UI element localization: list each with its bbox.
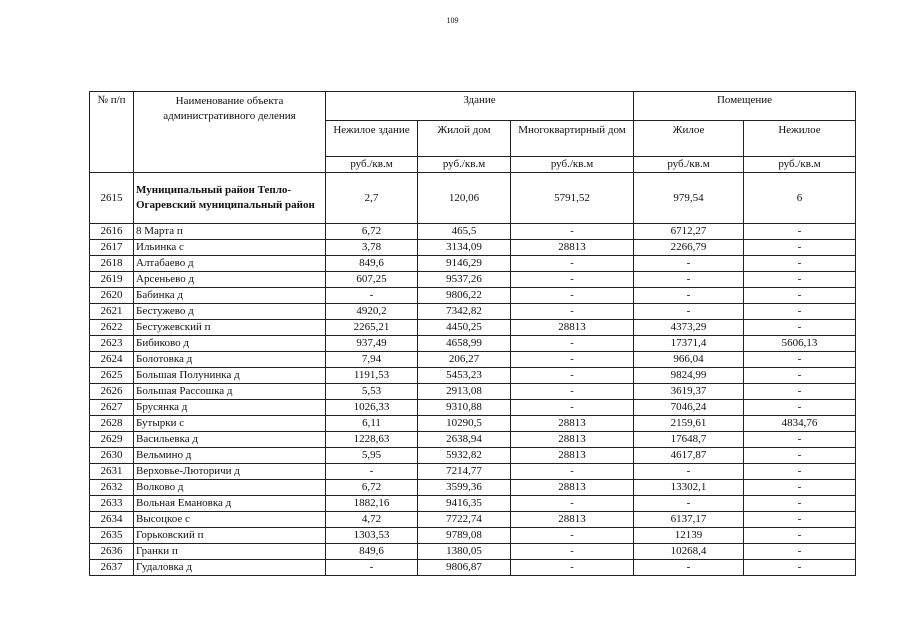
value-cell: 2638,94 bbox=[418, 432, 511, 448]
row-number: 2631 bbox=[90, 464, 134, 480]
value-cell: 1191,53 bbox=[326, 368, 418, 384]
value-cell: 849,6 bbox=[326, 544, 418, 560]
value-cell: 465,5 bbox=[418, 224, 511, 240]
settlement-name: Бестужево д bbox=[134, 304, 326, 320]
settlement-name: Алтабаево д bbox=[134, 256, 326, 272]
value-cell: - bbox=[744, 368, 856, 384]
row-number: 2615 bbox=[90, 173, 134, 224]
value-cell: - bbox=[511, 544, 634, 560]
value-cell: - bbox=[744, 400, 856, 416]
header-premises: Помещение bbox=[634, 92, 856, 121]
settlement-name: Высоцкое с bbox=[134, 512, 326, 528]
settlement-name: Гранки п bbox=[134, 544, 326, 560]
value-cell: - bbox=[511, 336, 634, 352]
value-cell: 2159,61 bbox=[634, 416, 744, 432]
value-cell: - bbox=[744, 240, 856, 256]
value-cell: 6,72 bbox=[326, 224, 418, 240]
settlement-name: Вольная Емановка д bbox=[134, 496, 326, 512]
value-cell: - bbox=[511, 368, 634, 384]
value-cell: 1303,53 bbox=[326, 528, 418, 544]
value-cell: - bbox=[634, 288, 744, 304]
value-cell: - bbox=[744, 304, 856, 320]
table-row bbox=[90, 336, 856, 352]
value-cell: 1380,05 bbox=[418, 544, 511, 560]
value-cell: 28813 bbox=[511, 320, 634, 336]
value-cell: 1026,33 bbox=[326, 400, 418, 416]
page-number: 109 bbox=[446, 16, 459, 25]
value-cell: 4658,99 bbox=[418, 336, 511, 352]
value-cell: 849,6 bbox=[326, 256, 418, 272]
value-cell: 9806,87 bbox=[418, 560, 511, 576]
value-cell: - bbox=[511, 288, 634, 304]
table-row bbox=[90, 352, 856, 368]
value-cell: 12139 bbox=[634, 528, 744, 544]
value-cell: - bbox=[326, 560, 418, 576]
table-row bbox=[90, 416, 856, 432]
value-cell: 120,06 bbox=[418, 173, 511, 224]
value-cell: 10290,5 bbox=[418, 416, 511, 432]
header-row-groups bbox=[90, 92, 856, 121]
settlement-name: Бабинка д bbox=[134, 288, 326, 304]
settlement-name: Арсеньево д bbox=[134, 272, 326, 288]
header-nonresidential-building: Нежилое здание bbox=[326, 121, 418, 157]
unit-label: руб./кв.м bbox=[418, 157, 511, 173]
value-cell: - bbox=[634, 560, 744, 576]
value-cell: 5606,13 bbox=[744, 336, 856, 352]
row-number: 2620 bbox=[90, 288, 134, 304]
cadastral-value-table bbox=[89, 91, 856, 576]
value-cell: - bbox=[634, 304, 744, 320]
value-cell: 3619,37 bbox=[634, 384, 744, 400]
header-residential-house: Жилой дом bbox=[418, 121, 511, 157]
header-nonresidential-premises: Нежилое bbox=[744, 121, 856, 157]
row-number: 2616 bbox=[90, 224, 134, 240]
value-cell: 6 bbox=[744, 173, 856, 224]
value-cell: 1228,63 bbox=[326, 432, 418, 448]
value-cell: 7722,74 bbox=[418, 512, 511, 528]
value-cell: - bbox=[511, 352, 634, 368]
value-cell: - bbox=[511, 272, 634, 288]
value-cell: 9824,99 bbox=[634, 368, 744, 384]
value-cell: 4,72 bbox=[326, 512, 418, 528]
value-cell: 3599,36 bbox=[418, 480, 511, 496]
table-row bbox=[90, 528, 856, 544]
row-number: 2629 bbox=[90, 432, 134, 448]
table-row bbox=[90, 272, 856, 288]
value-cell: - bbox=[511, 400, 634, 416]
value-cell: 5932,82 bbox=[418, 448, 511, 464]
value-cell: - bbox=[511, 384, 634, 400]
value-cell: 1882,16 bbox=[326, 496, 418, 512]
settlement-name: Большая Полунинка д bbox=[134, 368, 326, 384]
table-row bbox=[90, 256, 856, 272]
unit-label: руб./кв.м bbox=[634, 157, 744, 173]
value-cell: - bbox=[634, 464, 744, 480]
value-cell: 17371,4 bbox=[634, 336, 744, 352]
value-cell: 28813 bbox=[511, 480, 634, 496]
value-cell: 2913,08 bbox=[418, 384, 511, 400]
table-row bbox=[90, 432, 856, 448]
value-cell: 6,72 bbox=[326, 480, 418, 496]
municipality-row bbox=[90, 173, 856, 224]
row-number: 2617 bbox=[90, 240, 134, 256]
value-cell: - bbox=[744, 432, 856, 448]
table-row bbox=[90, 384, 856, 400]
value-cell: - bbox=[511, 224, 634, 240]
value-cell: 966,04 bbox=[634, 352, 744, 368]
value-cell: 28813 bbox=[511, 416, 634, 432]
table-row bbox=[90, 464, 856, 480]
value-cell: - bbox=[634, 256, 744, 272]
table-row bbox=[90, 512, 856, 528]
value-cell: 6,11 bbox=[326, 416, 418, 432]
row-number: 2636 bbox=[90, 544, 134, 560]
value-cell: 206,27 bbox=[418, 352, 511, 368]
value-cell: - bbox=[744, 384, 856, 400]
row-number: 2623 bbox=[90, 336, 134, 352]
value-cell: - bbox=[744, 480, 856, 496]
settlement-name: Ильинка с bbox=[134, 240, 326, 256]
row-number: 2628 bbox=[90, 416, 134, 432]
row-number: 2622 bbox=[90, 320, 134, 336]
settlement-name: Бутырки с bbox=[134, 416, 326, 432]
row-number: 2627 bbox=[90, 400, 134, 416]
value-cell: - bbox=[511, 256, 634, 272]
row-number: 2637 bbox=[90, 560, 134, 576]
settlement-name: Бибиково д bbox=[134, 336, 326, 352]
settlement-name: Вельмино д bbox=[134, 448, 326, 464]
value-cell: 28813 bbox=[511, 512, 634, 528]
unit-label: руб./кв.м bbox=[326, 157, 418, 173]
table-row bbox=[90, 288, 856, 304]
value-cell: 937,49 bbox=[326, 336, 418, 352]
value-cell: - bbox=[511, 528, 634, 544]
value-cell: - bbox=[744, 224, 856, 240]
header-name: Наименование объекта административного деления bbox=[134, 92, 326, 173]
value-cell: - bbox=[634, 272, 744, 288]
table-row bbox=[90, 240, 856, 256]
value-cell: 10268,4 bbox=[634, 544, 744, 560]
table-row bbox=[90, 560, 856, 576]
value-cell: 9310,88 bbox=[418, 400, 511, 416]
header-num: № п/п bbox=[90, 92, 134, 173]
row-number: 2619 bbox=[90, 272, 134, 288]
value-cell: 2,7 bbox=[326, 173, 418, 224]
value-cell: 5791,52 bbox=[511, 173, 634, 224]
settlement-name: Волково д bbox=[134, 480, 326, 496]
value-cell: - bbox=[744, 560, 856, 576]
unit-label: руб./кв.м bbox=[511, 157, 634, 173]
row-number: 2621 bbox=[90, 304, 134, 320]
value-cell: 6137,17 bbox=[634, 512, 744, 528]
value-cell: 7,94 bbox=[326, 352, 418, 368]
row-number: 2633 bbox=[90, 496, 134, 512]
value-cell: 4617,87 bbox=[634, 448, 744, 464]
table-row bbox=[90, 544, 856, 560]
value-cell: - bbox=[744, 544, 856, 560]
value-cell: - bbox=[326, 288, 418, 304]
value-cell: 9806,22 bbox=[418, 288, 511, 304]
value-cell: 3,78 bbox=[326, 240, 418, 256]
value-cell: 28813 bbox=[511, 240, 634, 256]
value-cell: 28813 bbox=[511, 448, 634, 464]
table-row bbox=[90, 304, 856, 320]
value-cell: 2265,21 bbox=[326, 320, 418, 336]
value-cell: 7046,24 bbox=[634, 400, 744, 416]
value-cell: - bbox=[326, 464, 418, 480]
settlement-name: Верховье-Лютоpичи д bbox=[134, 464, 326, 480]
row-number: 2626 bbox=[90, 384, 134, 400]
value-cell: 9146,29 bbox=[418, 256, 511, 272]
value-cell: 979,54 bbox=[634, 173, 744, 224]
value-cell: 7214,77 bbox=[418, 464, 511, 480]
value-cell: 4450,25 bbox=[418, 320, 511, 336]
value-cell: 607,25 bbox=[326, 272, 418, 288]
header-building: Здание bbox=[326, 92, 634, 121]
settlement-name: Горьковский п bbox=[134, 528, 326, 544]
header-apartment-building: Многоквартирный дом bbox=[511, 121, 634, 157]
value-cell: 4373,29 bbox=[634, 320, 744, 336]
value-cell: - bbox=[511, 560, 634, 576]
settlement-name: Гудаловка д bbox=[134, 560, 326, 576]
value-cell: 7342,82 bbox=[418, 304, 511, 320]
value-cell: 13302,1 bbox=[634, 480, 744, 496]
value-cell: - bbox=[744, 448, 856, 464]
value-cell: - bbox=[744, 496, 856, 512]
value-cell: 4920,2 bbox=[326, 304, 418, 320]
value-cell: - bbox=[744, 528, 856, 544]
value-cell: 28813 bbox=[511, 432, 634, 448]
value-cell: 3134,09 bbox=[418, 240, 511, 256]
row-number: 2634 bbox=[90, 512, 134, 528]
value-cell: - bbox=[744, 464, 856, 480]
value-cell: - bbox=[634, 496, 744, 512]
value-cell: - bbox=[744, 320, 856, 336]
table-row bbox=[90, 496, 856, 512]
value-cell: - bbox=[744, 272, 856, 288]
value-cell: 2266,79 bbox=[634, 240, 744, 256]
value-cell: 5,53 bbox=[326, 384, 418, 400]
value-cell: - bbox=[744, 512, 856, 528]
table-row bbox=[90, 224, 856, 240]
table-row bbox=[90, 480, 856, 496]
row-number: 2632 bbox=[90, 480, 134, 496]
value-cell: - bbox=[511, 496, 634, 512]
municipality-name: Муниципальный район Тепло-Огаревский муниципальный район bbox=[134, 173, 326, 224]
value-cell: - bbox=[511, 304, 634, 320]
settlement-name: Васильевка д bbox=[134, 432, 326, 448]
settlement-name: Брусянка д bbox=[134, 400, 326, 416]
table-row bbox=[90, 320, 856, 336]
value-cell: 5453,23 bbox=[418, 368, 511, 384]
row-number: 2624 bbox=[90, 352, 134, 368]
header-residential-premises: Жилое bbox=[634, 121, 744, 157]
value-cell: 5,95 bbox=[326, 448, 418, 464]
table-row bbox=[90, 400, 856, 416]
value-cell: - bbox=[511, 464, 634, 480]
value-cell: 4834,76 bbox=[744, 416, 856, 432]
row-number: 2618 bbox=[90, 256, 134, 272]
row-number: 2635 bbox=[90, 528, 134, 544]
settlement-name: Большая Рассошка д bbox=[134, 384, 326, 400]
value-cell: 17648,7 bbox=[634, 432, 744, 448]
value-cell: 9416,35 bbox=[418, 496, 511, 512]
settlement-name: Бестужевский п bbox=[134, 320, 326, 336]
row-number: 2630 bbox=[90, 448, 134, 464]
value-cell: 9537,26 bbox=[418, 272, 511, 288]
value-cell: - bbox=[744, 352, 856, 368]
table-row bbox=[90, 368, 856, 384]
value-cell: - bbox=[744, 288, 856, 304]
value-cell: 9789,08 bbox=[418, 528, 511, 544]
value-cell: 6712,27 bbox=[634, 224, 744, 240]
table-row bbox=[90, 448, 856, 464]
settlement-name: 8 Марта п bbox=[134, 224, 326, 240]
settlement-name: Болотовка д bbox=[134, 352, 326, 368]
row-number: 2625 bbox=[90, 368, 134, 384]
value-cell: - bbox=[744, 256, 856, 272]
unit-label: руб./кв.м bbox=[744, 157, 856, 173]
